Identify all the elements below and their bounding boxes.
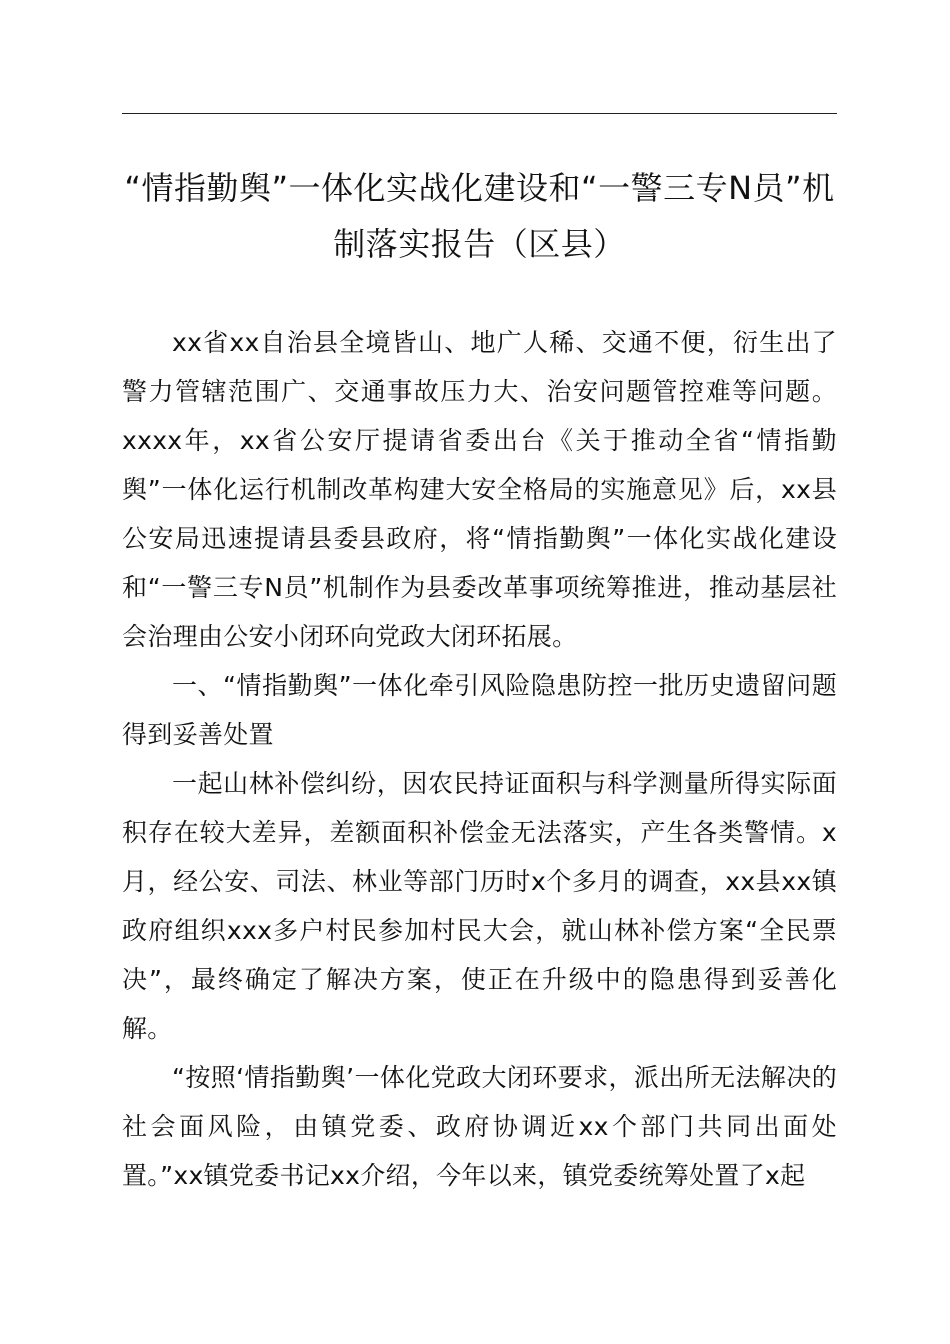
header-rule xyxy=(122,113,837,114)
body-paragraph: xx省xx自治县全境皆山、地广人稀、交通不便，衍生出了警力管辖范围广、交通事故压力大、治安问题管控难等问题。xxxx年，xx省公安厅提请省委出台《关于推动全省“情指勤舆”一体化运行机制改革构建大安全格局的实施意见》后，xx县公安局迅速提请县委县政府，将“情指勤舆”一体化实战化建设和“一警三专N员”机制作为县委改革事项统筹推进，推动基层社会治理由公安小闭环向党政大闭环拓展。 xyxy=(122,328,837,651)
body-paragraph: “按照‘情指勤舆’一体化党政大闭环要求，派出所无法解决的社会面风险，由镇党委、政府协调近xx个部门共同出面处置。”xx镇党委书记xx介绍，今年以来，镇党委统筹处置了x起 xyxy=(122,1063,837,1190)
document-body xyxy=(122,318,837,1200)
document-title: “情指勤舆”一体化实战化建设和“一警三专N员”机制落实报告（区县） xyxy=(124,169,835,263)
section-heading: 一、“情指勤舆”一体化牵引风险隐患防控一批历史遗留问题得到妥善处置 xyxy=(122,671,837,749)
body-paragraph: 一起山林补偿纠纷，因农民持证面积与科学测量所得实际面积存在较大差异，差额面积补偿金无法落实，产生各类警情。x月，经公安、司法、林业等部门历时x个多月的调查，xx县xx镇政府组织xxx多户村民参加村民大会，就山林补偿方案“全民票决”，最终确定了解决方案，使正在升级中的隐患得到妥善化解。 xyxy=(122,769,837,1043)
